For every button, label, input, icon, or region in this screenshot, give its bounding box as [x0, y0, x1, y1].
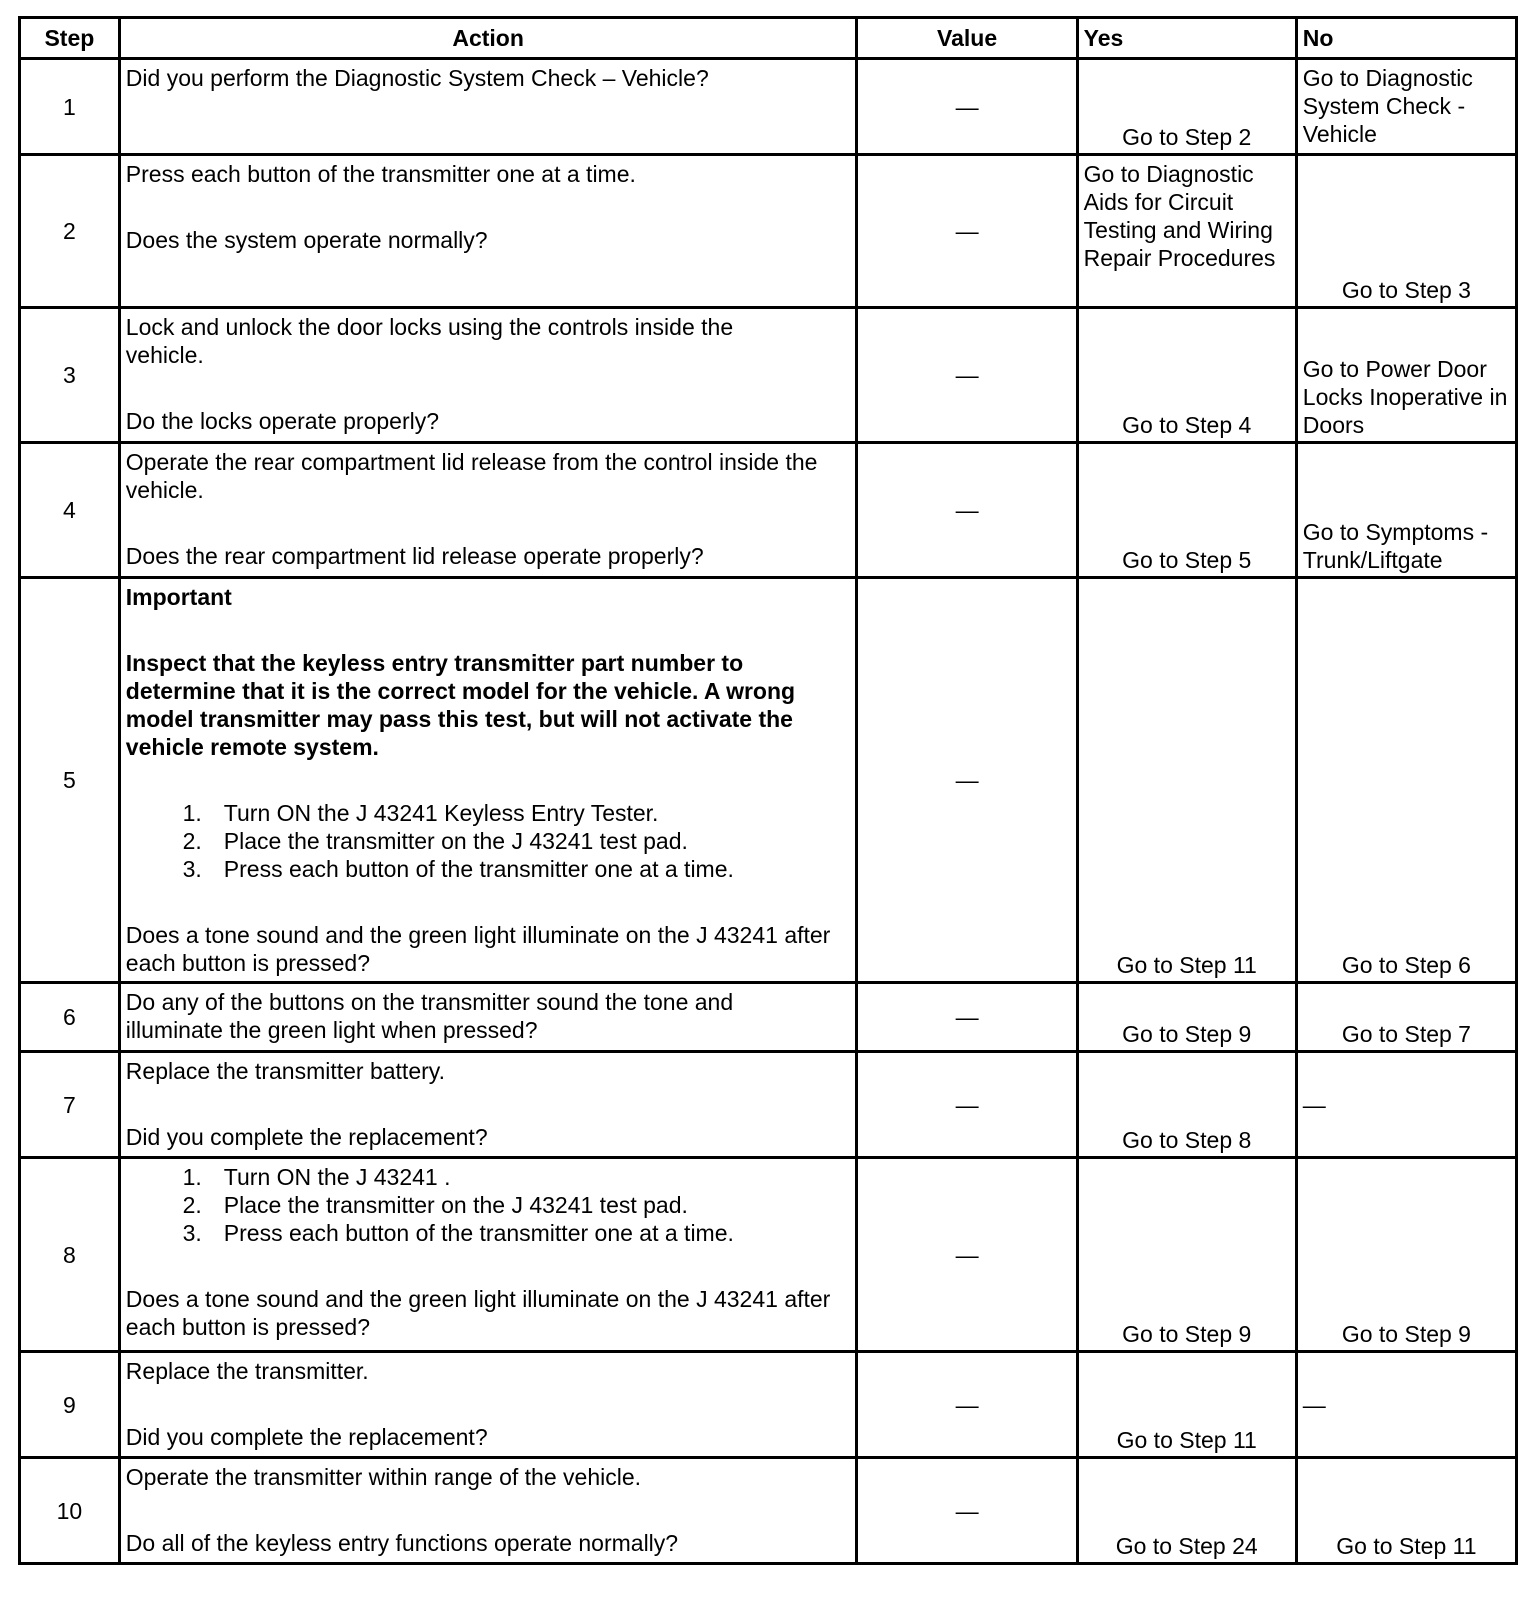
- no-cell: [1296, 1458, 1516, 1564]
- no-cell: [1296, 1352, 1516, 1458]
- table-row: [20, 1458, 1517, 1564]
- action-text: Operate the transmitter within range of the vehicle.: [125, 1464, 642, 1490]
- no-text: Go to Step 3: [1341, 277, 1471, 303]
- table-row: [20, 578, 1517, 983]
- value-cell: —: [857, 59, 1077, 155]
- action-question: Does the rear compartment lid release operate properly?: [125, 543, 704, 569]
- action-text: Press each button of the transmitter one at a time.: [125, 161, 636, 187]
- action-text: Replace the transmitter battery.: [125, 1058, 445, 1084]
- procedure-list: [126, 799, 850, 883]
- action-text: Operate the rear compartment lid release from the control inside the vehicle.: [125, 449, 818, 503]
- value-cell: —: [857, 1352, 1077, 1458]
- action-cell: [119, 59, 857, 155]
- no-text: Go to Symptoms - Trunk/Liftgate: [1302, 519, 1489, 573]
- action-question: Did you complete the replacement?: [125, 1424, 488, 1450]
- yes-text: Go to Step 11: [1116, 952, 1257, 978]
- yes-cell: [1077, 578, 1296, 983]
- yes-cell: [1077, 983, 1296, 1052]
- header-yes: Yes: [1077, 18, 1296, 59]
- list-item: 1. Turn ON the J 43241 .: [182, 1164, 451, 1190]
- value-cell: —: [857, 1458, 1077, 1564]
- value-cell: —: [857, 578, 1077, 983]
- yes-text: Go to Step 11: [1116, 1427, 1257, 1453]
- no-cell: [1296, 155, 1516, 308]
- header-step: Step: [20, 18, 120, 59]
- no-cell: [1296, 1052, 1516, 1158]
- no-text: Go to Step 6: [1341, 952, 1471, 978]
- list-item: 2. Place the transmitter on the J 43241 test pad.: [182, 1192, 688, 1218]
- action-question: Did you complete the replacement?: [125, 1124, 488, 1150]
- yes-text: Go to Step 24: [1115, 1533, 1258, 1559]
- yes-cell: [1077, 443, 1296, 578]
- action-cell: [119, 1052, 857, 1158]
- no-cell: [1296, 443, 1516, 578]
- procedure-list: [126, 1163, 850, 1247]
- important-label: Important: [125, 584, 232, 610]
- header-action: Action: [119, 18, 857, 59]
- no-text: Go to Step 9: [1341, 1321, 1471, 1347]
- table-row: [20, 1052, 1517, 1158]
- step-number: 2: [20, 155, 120, 308]
- action-cell: [119, 1158, 857, 1352]
- no-cell: [1296, 308, 1516, 443]
- table-row: [20, 155, 1517, 308]
- list-item: 2. Place the transmitter on the J 43241 test pad.: [182, 828, 688, 854]
- step-number: 8: [20, 1158, 120, 1352]
- yes-cell: [1077, 1158, 1296, 1352]
- no-text: —: [1302, 1391, 1326, 1418]
- action-cell: [119, 578, 857, 983]
- table-row: [20, 1158, 1517, 1352]
- value-cell: —: [857, 983, 1077, 1052]
- no-text: Go to Step 11: [1336, 1533, 1477, 1559]
- value-cell: —: [857, 443, 1077, 578]
- step-number: 9: [20, 1352, 120, 1458]
- no-cell: [1296, 59, 1516, 155]
- action-question: Does a tone sound and the green light illuminate on the J 43241 after each button is pressed?: [125, 922, 831, 976]
- yes-cell: [1077, 1458, 1296, 1564]
- action-question: Does a tone sound and the green light illuminate on the J 43241 after each button is pressed?: [125, 1286, 831, 1340]
- yes-text: Go to Step 8: [1122, 1127, 1252, 1153]
- yes-cell: [1077, 1352, 1296, 1458]
- header-no: No: [1296, 18, 1516, 59]
- action-question: Does the system operate normally?: [125, 227, 488, 253]
- action-cell: [119, 443, 857, 578]
- no-text: Go to Step 7: [1341, 1021, 1471, 1047]
- action-text: Replace the transmitter.: [125, 1358, 369, 1384]
- list-item: 3. Press each button of the transmitter one at a time.: [182, 856, 734, 882]
- no-cell: [1296, 1158, 1516, 1352]
- header-value: Value: [857, 18, 1077, 59]
- action-cell: [119, 155, 857, 308]
- action-cell: [119, 1458, 857, 1564]
- value-cell: —: [857, 1158, 1077, 1352]
- action-text: Lock and unlock the door locks using the controls inside the vehicle.: [125, 314, 734, 368]
- yes-cell: [1077, 155, 1296, 308]
- step-number: 7: [20, 1052, 120, 1158]
- value-cell: —: [857, 1052, 1077, 1158]
- action-text: Did you perform the Diagnostic System Check – Vehicle?: [125, 65, 709, 91]
- step-number: 1: [20, 59, 120, 155]
- yes-text: Go to Step 5: [1122, 547, 1252, 573]
- step-number: 10: [20, 1458, 120, 1564]
- table-row: [20, 308, 1517, 443]
- list-item: 1. Turn ON the J 43241 Keyless Entry Tester.: [182, 800, 659, 826]
- yes-text: Go to Step 9: [1122, 1321, 1252, 1347]
- no-text: —: [1302, 1091, 1326, 1118]
- yes-cell: [1077, 1052, 1296, 1158]
- value-cell: —: [857, 308, 1077, 443]
- table-row: [20, 983, 1517, 1052]
- action-question: Do all of the keyless entry functions operate normally?: [125, 1530, 679, 1556]
- table-row: [20, 59, 1517, 155]
- table-row: [20, 1352, 1517, 1458]
- header-row: [20, 18, 1517, 59]
- step-number: 3: [20, 308, 120, 443]
- yes-cell: [1077, 59, 1296, 155]
- action-cell: [119, 983, 857, 1052]
- yes-text: Go to Diagnostic Aids for Circuit Testing and Wiring Repair Procedures: [1083, 161, 1276, 271]
- diagnostic-table: [18, 16, 1518, 1565]
- step-number: 6: [20, 983, 120, 1052]
- yes-text: Go to Step 9: [1122, 1021, 1252, 1047]
- no-text: Go to Power Door Locks Inoperative in Doors: [1302, 356, 1508, 438]
- no-cell: [1296, 578, 1516, 983]
- yes-text: Go to Step 2: [1122, 124, 1252, 150]
- action-cell: [119, 1352, 857, 1458]
- action-text: Do any of the buttons on the transmitter sound the tone and illuminate the green light when pressed?: [125, 989, 734, 1043]
- step-number: 5: [20, 578, 120, 983]
- yes-cell: [1077, 308, 1296, 443]
- action-question: Do the locks operate properly?: [125, 408, 440, 434]
- step-number: 4: [20, 443, 120, 578]
- table-row: [20, 443, 1517, 578]
- yes-text: Go to Step 4: [1122, 412, 1252, 438]
- list-item: 3. Press each button of the transmitter one at a time.: [182, 1220, 734, 1246]
- important-note: Inspect that the keyless entry transmitter part number to determine that it is the correct model for the vehicle. A wrong model transmitter may pass this test, but will not activate the vehicle remote system.: [125, 650, 796, 760]
- action-cell: [119, 308, 857, 443]
- value-cell: —: [857, 155, 1077, 308]
- no-cell: [1296, 983, 1516, 1052]
- no-text: Go to Diagnostic System Check - Vehicle: [1302, 65, 1473, 147]
